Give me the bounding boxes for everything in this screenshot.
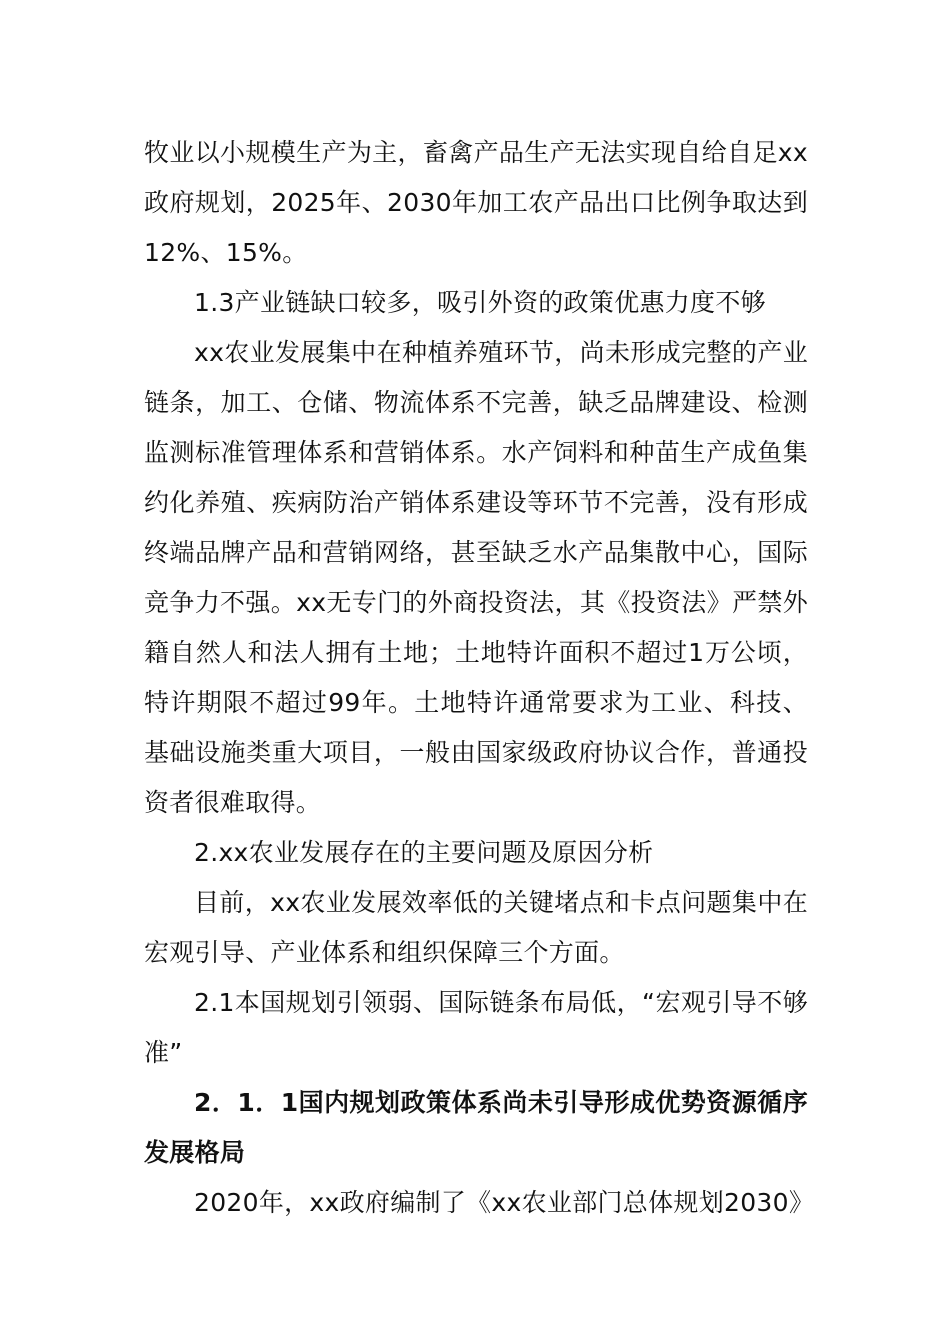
paragraph-2020-plan: 2020年，xx政府编制了《xx农业部门总体规划2030》: [194, 1188, 815, 1217]
heading-2-1-macro-guidance: 2.1本国规划引领弱、国际链条布局低，“宏观引导不够准”: [144, 988, 808, 1067]
heading-1-3-industry-chain: 1.3产业链缺口较多，吸引外资的政策优惠力度不够: [194, 288, 766, 317]
paragraph-industry-chain-gaps: xx农业发展集中在种植养殖环节，尚未形成完整的产业链条，加工、仓储、物流体系不完善，缺乏品牌建设、检测监测标准管理体系和营销体系。水产饲料和种苗生产成鱼集约化养殖、疾病防治产销体系建设等环节不完善，没有形成终端品牌产品和营销网络，甚至缺乏水产品集散中心，国际竞争力不强。xx无专门的外商投资法，其《投资法》严禁外籍自然人和法人拥有土地；土地特许面积不超过1万公顷，特许期限不超过99年。土地特许通常要求为工业、科技、基础设施类重大项目，一般由国家级政府协议合作，普通投资者很难取得。: [144, 338, 808, 817]
document-body: [144, 128, 815, 1228]
heading-2-1-1-domestic-planning: 2．1．1国内规划政策体系尚未引导形成优势资源循序发展格局: [144, 1088, 808, 1167]
paragraph-livestock-export: 牧业以小规模生产为主，畜禽产品生产无法实现自给自足xx政府规划，2025年、2030年加工农产品出口比例争取达到12%、15%。: [144, 138, 808, 267]
paragraph-current-issues: 目前，xx农业发展效率低的关键堵点和卡点问题集中在宏观引导、产业体系和组织保障三个方面。: [144, 888, 808, 967]
heading-2-main-problems: 2.xx农业发展存在的主要问题及原因分析: [194, 838, 654, 867]
